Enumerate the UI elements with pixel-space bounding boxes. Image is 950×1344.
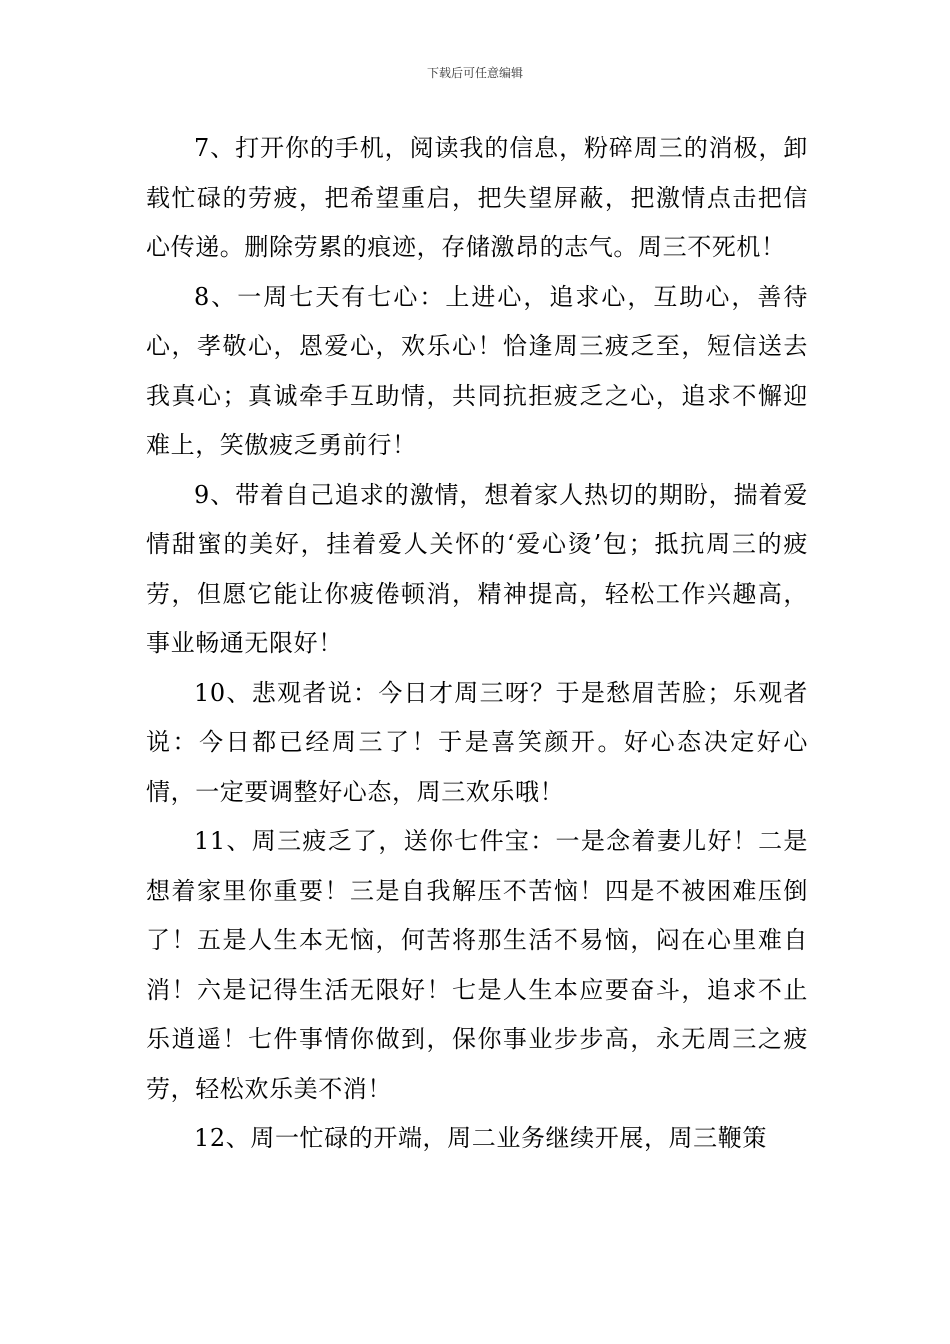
paragraph-12: 12、周一忙碌的开端，周二业务继续开展，周三鞭策: [194, 1124, 767, 1152]
paragraph-10: 10、悲观者说：今日才周三呀？于是愁眉苦脸；乐观者说：今日都已经周三了！于是喜笑颜开。好心态决定好心情，一定要调整好心态，周三欢乐哦！: [146, 678, 808, 806]
paragraph-7: 7、打开你的手机，阅读我的信息，粉碎周三的消极，卸载忙碌的劳疲，把希望重启，把失望屏蔽，把激情点击把信心传递。删除劳累的痕迹，存储激昂的志气。周三不死机！: [146, 134, 808, 261]
document-body: [146, 124, 808, 1164]
paragraph-9: 9、带着自己追求的激情，想着家人热切的期盼，揣着爱情甜蜜的美好，挂着爱人关怀的‘爱心烫’包；抵抗周三的疲劳，但愿它能让你疲倦顿消，精神提高，轻松工作兴趣高，事业畅通无限好！: [146, 480, 808, 657]
paragraph-8: 8、一周七天有七心：上进心，追求心，互助心，善待心，孝敬心，恩爱心，欢乐心！恰逢周三疲乏至，短信送去我真心；真诚牵手互助情，共同抗拒疲乏之心，追求不懈迎难上，笑傲疲乏勇前行！: [146, 282, 808, 459]
paragraph-11: 11、周三疲乏了，送你七件宝：一是念着妻儿好！二是想着家里你重要！三是自我解压不苦恼！四是不被困难压倒了！五是人生本无恼，何苦将那生活不易恼，闷在心里难自消！六是记得生活无限好！七是人生本应要奋斗，追求不止乐逍遥！七件事情你做到，保你事业步步高，永无周三之疲劳，轻松欢乐美不消！: [146, 827, 808, 1103]
page-header-note: 下载后可任意编辑: [426, 66, 523, 80]
